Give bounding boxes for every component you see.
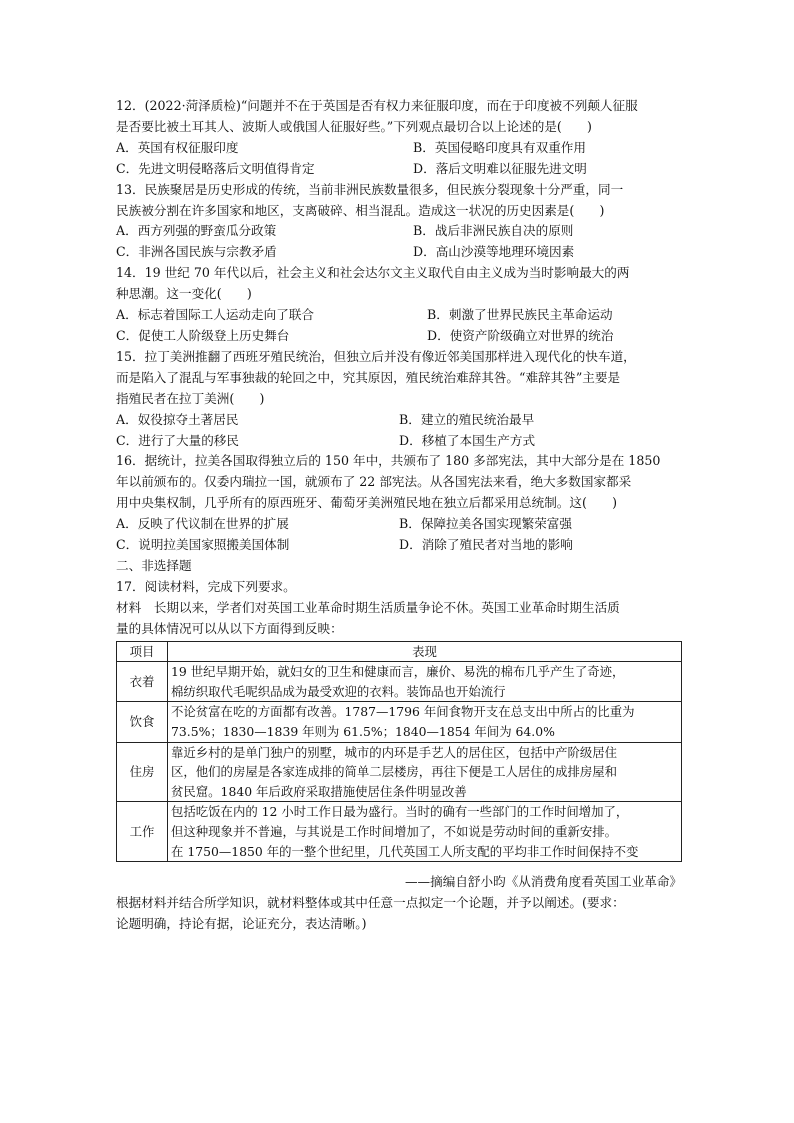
question-text: 13．民族聚居是历史形成的传统，当前非洲民族数量很多，但民族分裂现象十分严重，同一 bbox=[116, 181, 624, 197]
options bbox=[116, 305, 682, 347]
desc-line: 19 世纪早期开始，就妇女的卫生和健康而言，廉价、易洗的棉布几乎产生了奇迹， bbox=[171, 664, 625, 680]
question-text: 种思潮。这一变化( ) bbox=[116, 286, 252, 302]
question-17 bbox=[116, 577, 682, 935]
row-desc bbox=[168, 702, 682, 742]
option-d[interactable]: D．高山沙漠等地理环境因素 bbox=[413, 244, 575, 260]
option-a[interactable]: A．奴役掠夺土著居民 bbox=[116, 411, 239, 427]
material-text: 材料 长期以来，学者们对英国工业革命时期生活质量争论不休。英国工业革命时期生活质 bbox=[116, 599, 620, 615]
desc-line: 靠近乡村的是单门独户的别墅，城市的内环是手艺人的居住区，包括中产阶级居住 bbox=[171, 744, 618, 760]
table-row bbox=[117, 662, 682, 702]
column-header-performance: 表现 bbox=[168, 641, 682, 662]
option-d[interactable]: D．使资产阶级确立对世界的统治 bbox=[427, 327, 614, 343]
option-d[interactable]: D．消除了殖民者对当地的影响 bbox=[399, 537, 573, 553]
table-row bbox=[117, 742, 682, 802]
material-source: ——摘编自舒小昀《从消费角度看英国工业革命》 bbox=[404, 874, 682, 890]
options bbox=[116, 221, 682, 263]
option-a[interactable]: A．西方列强的野蛮瓜分政策 bbox=[116, 223, 277, 239]
table-header-row bbox=[117, 641, 682, 662]
desc-line: 不论贫富在吃的方面都有改善。1787—1796 年间食物开支在总支出中所占的比重为 bbox=[171, 704, 635, 720]
material-text: 量的具体情况可以从以下方面得到反映： bbox=[116, 620, 343, 636]
option-d[interactable]: D．移植了本国生产方式 bbox=[399, 432, 536, 448]
question-text: 用中央集权制，几乎所有的原西班牙、葡萄牙美洲殖民地在独立后都采用总统制。这( ) bbox=[116, 495, 617, 511]
option-d[interactable]: D．落后文明难以征服先进文明 bbox=[413, 160, 587, 176]
column-header-item: 项目 bbox=[117, 641, 168, 662]
section-heading: 二、非选择题 bbox=[116, 557, 192, 573]
option-b[interactable]: B．刺激了世界民族民主革命运动 bbox=[427, 307, 613, 323]
option-b[interactable]: B．战后非洲民族自决的原则 bbox=[413, 223, 574, 239]
row-item: 饮食 bbox=[117, 702, 168, 742]
row-item: 住房 bbox=[117, 742, 168, 802]
row-item: 衣着 bbox=[117, 662, 168, 702]
option-c[interactable]: C．先进文明侵略落后文明值得肯定 bbox=[116, 160, 315, 176]
options bbox=[116, 410, 682, 452]
question-13 bbox=[116, 180, 682, 264]
row-desc bbox=[168, 662, 682, 702]
option-c[interactable]: C．非洲各国民族与宗教矛盾 bbox=[116, 244, 277, 260]
table-row bbox=[117, 802, 682, 862]
options bbox=[116, 138, 682, 180]
question-text: 年以前颁布的。仅委内瑞拉一国，就颁布了 22 部宪法。从各国宪法来看，绝大多数国家都采 bbox=[116, 474, 632, 490]
question-15 bbox=[116, 347, 682, 452]
question-text: 民族被分割在许多国家和地区，支离破碎、相当混乱。造成这一状况的历史因素是( ) bbox=[116, 202, 605, 218]
question-14 bbox=[116, 263, 682, 347]
question-12 bbox=[116, 96, 682, 180]
row-item: 工作 bbox=[117, 802, 168, 862]
desc-line: 区，他们的房屋是各家连成排的简单二层楼房，再往下便是工人居住的成排房屋和 bbox=[171, 764, 618, 780]
exam-page bbox=[116, 96, 682, 935]
question-16 bbox=[116, 451, 682, 556]
question-prompt: 17．阅读材料，完成下列要求。 bbox=[116, 578, 296, 594]
desc-line: 棉纺织取代毛呢织品成为最受欢迎的衣料。装饰品也开始流行 bbox=[171, 683, 506, 699]
option-a[interactable]: A．标志着国际工人运动走向了联合 bbox=[116, 307, 315, 323]
desc-line: 但这种现象并不普遍，与其说是工作时间增加了，不如说是劳动时间的重新安排。 bbox=[171, 823, 618, 839]
option-c[interactable]: C．说明拉美国家照搬美国体制 bbox=[116, 537, 290, 553]
row-desc bbox=[168, 742, 682, 802]
question-text: 指殖民者在拉丁美洲( ) bbox=[116, 390, 265, 406]
option-c[interactable]: C．进行了大量的移民 bbox=[116, 432, 239, 448]
option-b[interactable]: B．建立的殖民统治最早 bbox=[399, 411, 535, 427]
desc-line: 包括吃饭在内的 12 小时工作日最为盛行。当时的确有一些部门的工作时间增加了， bbox=[171, 804, 629, 820]
option-a[interactable]: A．英国有权征服印度 bbox=[116, 139, 239, 155]
question-text: 16．据统计，拉美各国取得独立后的 150 年中，共颁布了 180 多部宪法，其中大部分是在 1850 bbox=[116, 453, 661, 469]
table-row bbox=[117, 702, 682, 742]
question-text: 而是陷入了混乱与军事独裁的轮回之中，究其原因，殖民统治难辞其咎。“难辞其咎”主要是 bbox=[116, 369, 621, 385]
question-text: 14．19 世纪 70 年代以后，社会主义和社会达尔文主义取代自由主义成为当时影响最大的两 bbox=[116, 265, 630, 281]
option-c[interactable]: C．促使工人阶级登上历史舞台 bbox=[116, 327, 290, 343]
option-b[interactable]: B．保障拉美各国实现繁荣富强 bbox=[399, 516, 572, 532]
question-text: 是否要比被土耳其人、波斯人或俄国人征服好些。”下列观点最切合以上论述的是( ) bbox=[116, 118, 592, 134]
question-text: 12．(2022·菏泽质检)“问题并不在于英国是否有权力来征服印度，而在于印度被不列颠人征服 bbox=[116, 98, 638, 113]
desc-line: 在 1750—1850 年的一整个世纪里，几代英国工人所支配的平均非工作时间保持不变 bbox=[171, 843, 639, 859]
question-text: 15．拉丁美洲推翻了西班牙殖民统治，但独立后并没有像近邻美国那样进入现代化的快车道， bbox=[116, 348, 636, 364]
row-desc bbox=[168, 802, 682, 862]
desc-line: 贫民窟。1840 年后政府采取措施使居住条件明显改善 bbox=[171, 783, 467, 799]
option-b[interactable]: B．英国侵略印度具有双重作用 bbox=[413, 139, 586, 155]
requirement-text: 论题明确，持论有据，论证充分，表达清晰。) bbox=[116, 915, 367, 931]
material-table bbox=[116, 641, 682, 863]
options bbox=[116, 514, 682, 556]
desc-line: 73.5%；1830—1839 年则为 61.5%；1840—1854 年间为 64.0% bbox=[171, 723, 555, 739]
option-a[interactable]: A．反映了代议制在世界的扩展 bbox=[116, 516, 289, 532]
requirement-text: 根据材料并结合所学知识，就材料整体或其中任意一点拟定一个论题，并予以阐述。(要求： bbox=[116, 895, 625, 910]
